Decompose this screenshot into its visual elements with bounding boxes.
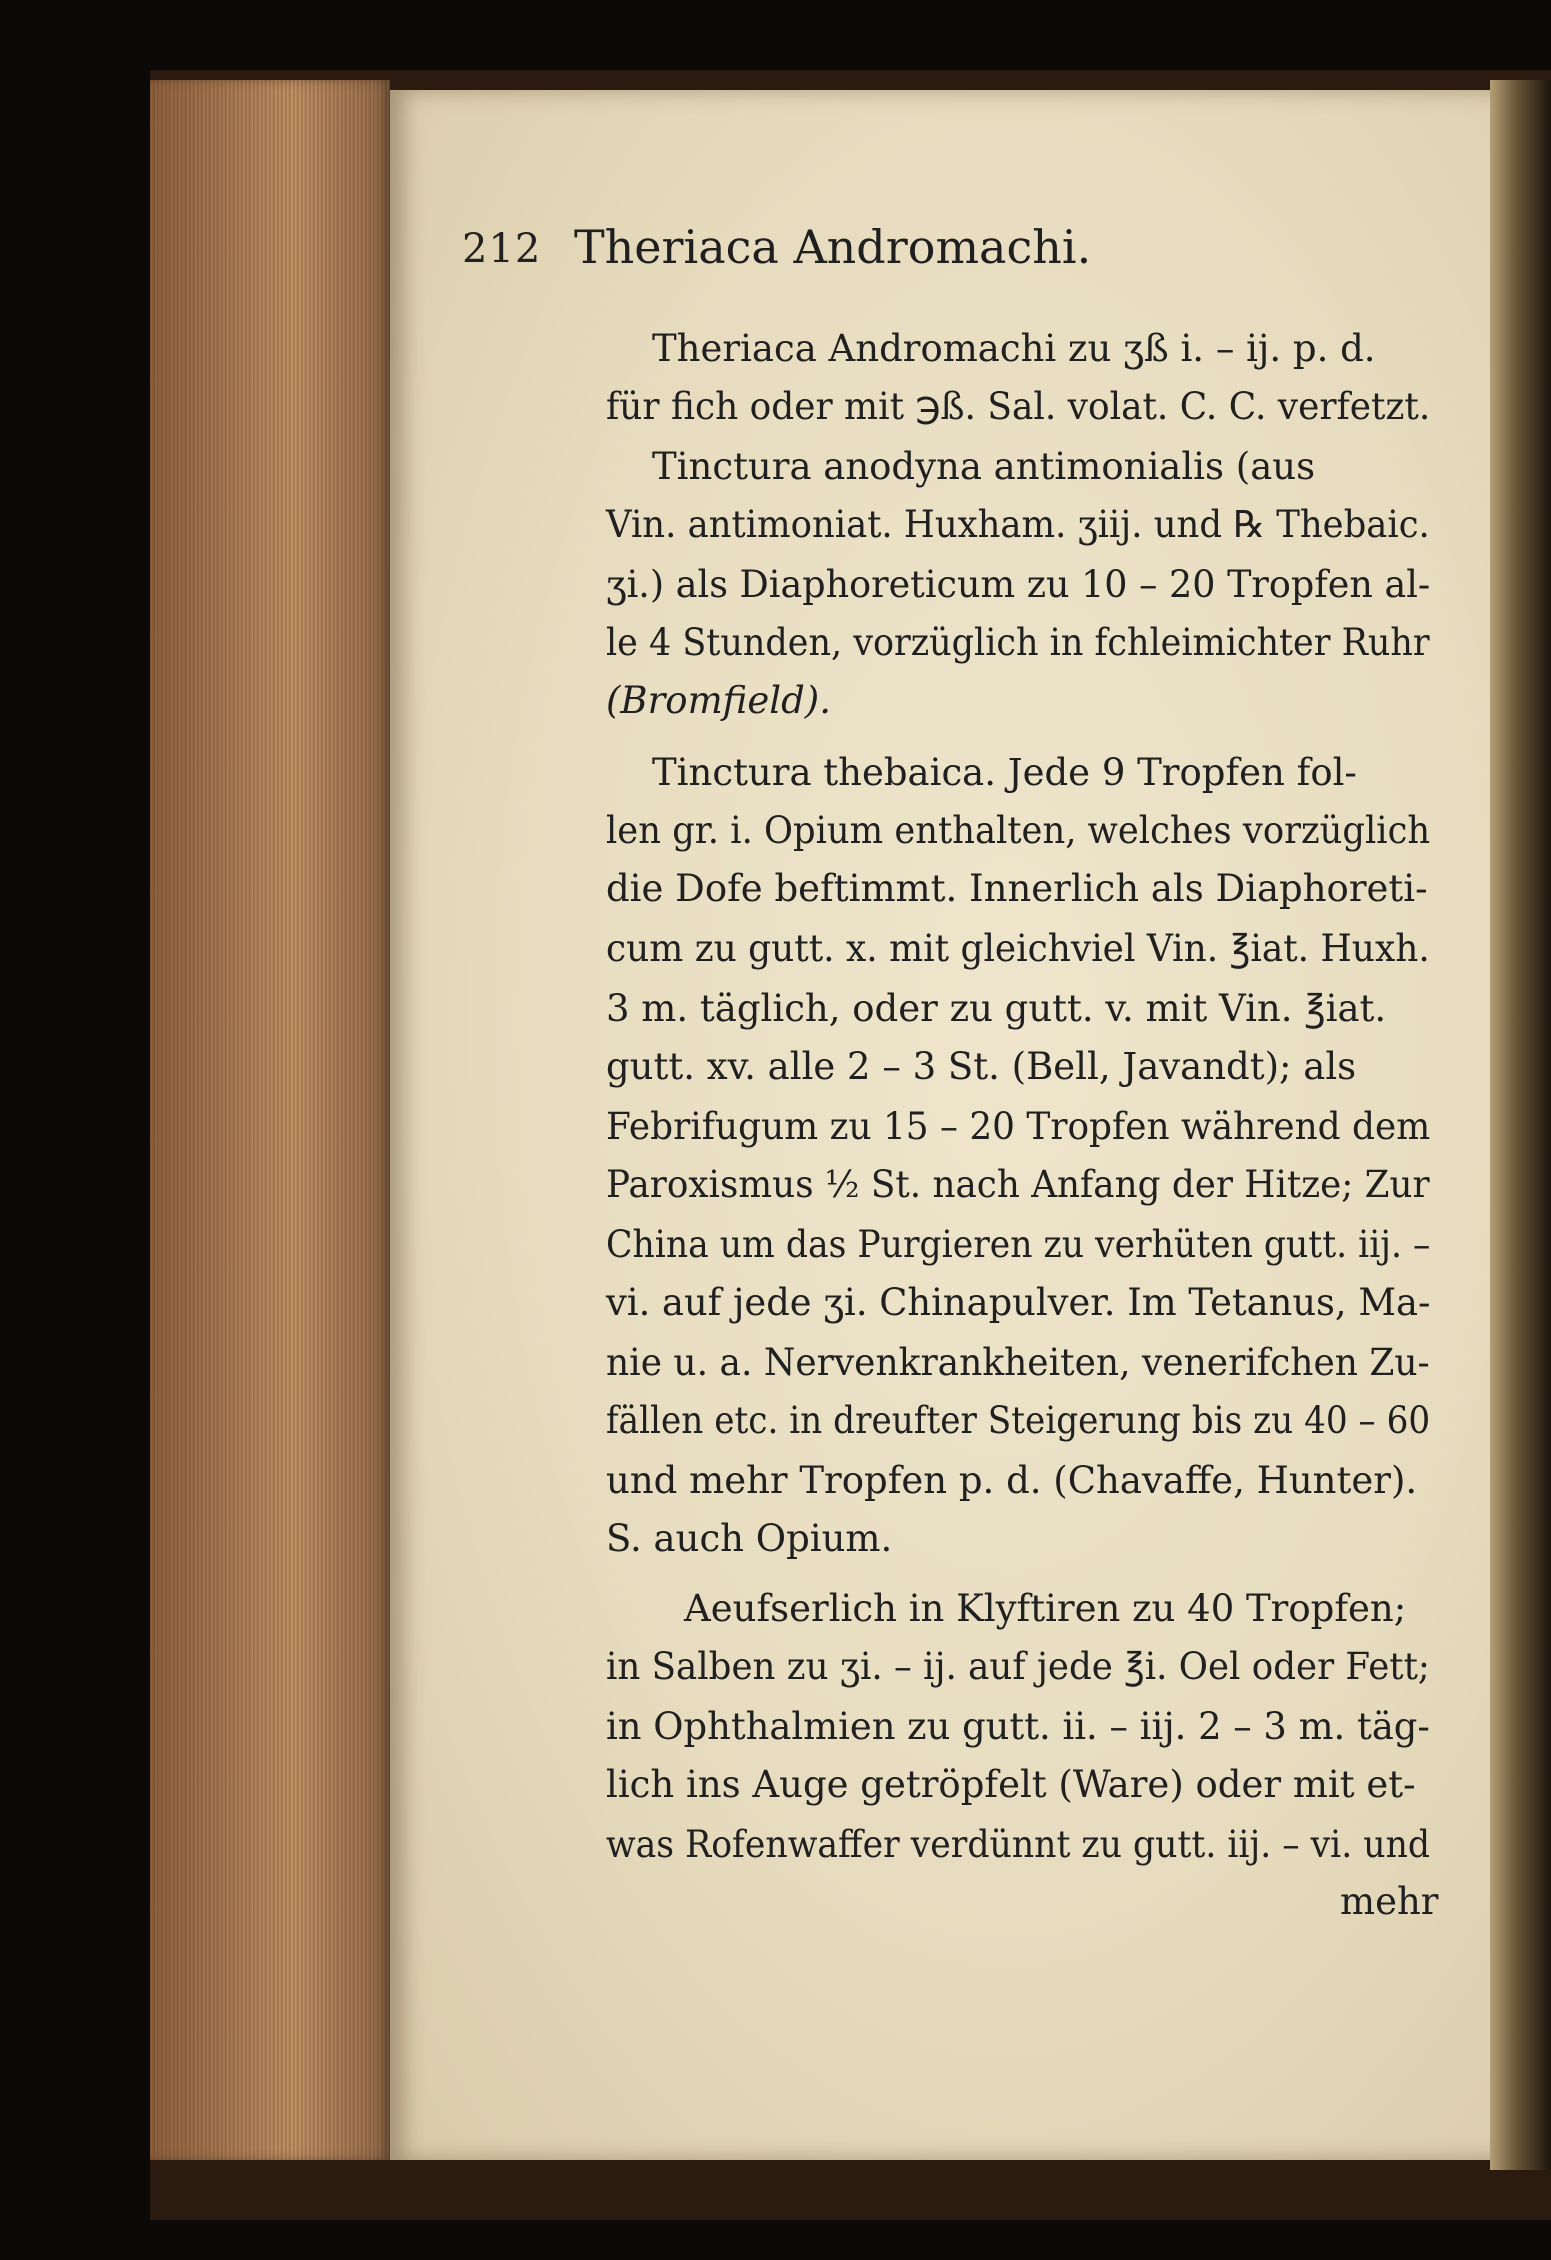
text-line: le 4 Stunden, vorzüglich in fchleimichter Ruhr bbox=[606, 621, 1430, 664]
text-line: China um das Purgieren zu verhüten gutt. iij. – bbox=[606, 1223, 1431, 1266]
running-title: Theriaca Andromachi. bbox=[574, 220, 1092, 274]
book-gutter bbox=[1490, 80, 1551, 2170]
text-line: Theriaca Andromachi zu ʒß i. – ij. p. d. bbox=[652, 327, 1376, 370]
page-edges-shade bbox=[150, 80, 390, 2160]
text-line: Aeufserlich in Klyftiren zu 40 Tropfen; bbox=[684, 1587, 1407, 1630]
text-line: Tinctura thebaica. Jede 9 Tropfen fol- bbox=[652, 751, 1357, 794]
text-line: cum zu gutt. x. mit gleichviel Vin. ℥iat. Huxh. bbox=[606, 927, 1430, 970]
text-line: Vin. antimoniat. Huxham. ʒiij. und ℞ Thebaic. bbox=[606, 503, 1430, 546]
text-line: für fich oder mit ℈ß. Sal. volat. C. C. verfetzt. bbox=[606, 385, 1431, 428]
text-line: fällen etc. in dreufter Steigerung bis zu 40 – 60 bbox=[606, 1399, 1431, 1442]
text-line: lich ins Auge getröpfelt (Ware) oder mit et- bbox=[606, 1763, 1416, 1806]
text-line: len gr. i. Opium enthalten, welches vorzüglich bbox=[606, 809, 1431, 852]
text-line: Paroxismus ½ St. nach Anfang der Hitze; Zur bbox=[606, 1163, 1430, 1206]
page-number: 212 bbox=[462, 226, 542, 272]
text-line: vi. auf jede ʒi. Chinapulver. Im Tetanus, Ma- bbox=[606, 1281, 1431, 1324]
text-line: 3 m. täglich, oder zu gutt. v. mit Vin. ℥iat. bbox=[606, 987, 1387, 1030]
text-line: was Rofenwaffer verdünnt zu gutt. iij. – vi. und bbox=[606, 1823, 1431, 1866]
text-line: ʒi.) als Diaphoreticum zu 10 – 20 Tropfen al- bbox=[606, 563, 1431, 606]
text-line: in Salben zu ʒi. – ij. auf jede ℥i. Oel oder Fett; bbox=[606, 1645, 1430, 1688]
text-line: S. auch Opium. bbox=[606, 1517, 893, 1560]
text-line: Tinctura anodyna antimonialis (aus bbox=[652, 445, 1316, 488]
text-line: nie u. a. Nervenkrankheiten, venerifchen Zu- bbox=[606, 1341, 1430, 1384]
text-line: und mehr Tropfen p. d. (Chavaffe, Hunter). bbox=[606, 1459, 1418, 1502]
text-line: gutt. xv. alle 2 – 3 St. (Bell, Javandt); als bbox=[606, 1045, 1357, 1088]
text-line: (Bromfield). bbox=[606, 679, 831, 722]
catchword: mehr bbox=[1340, 1880, 1439, 1923]
text-line: in Ophthalmien zu gutt. ii. – iij. 2 – 3 m. täg- bbox=[606, 1705, 1430, 1748]
running-head bbox=[462, 220, 1462, 286]
text-line: die Dofe beftimmt. Innerlich als Diaphoreti- bbox=[606, 867, 1428, 910]
text-line: Febrifugum zu 15 – 20 Tropfen während dem bbox=[606, 1105, 1431, 1148]
